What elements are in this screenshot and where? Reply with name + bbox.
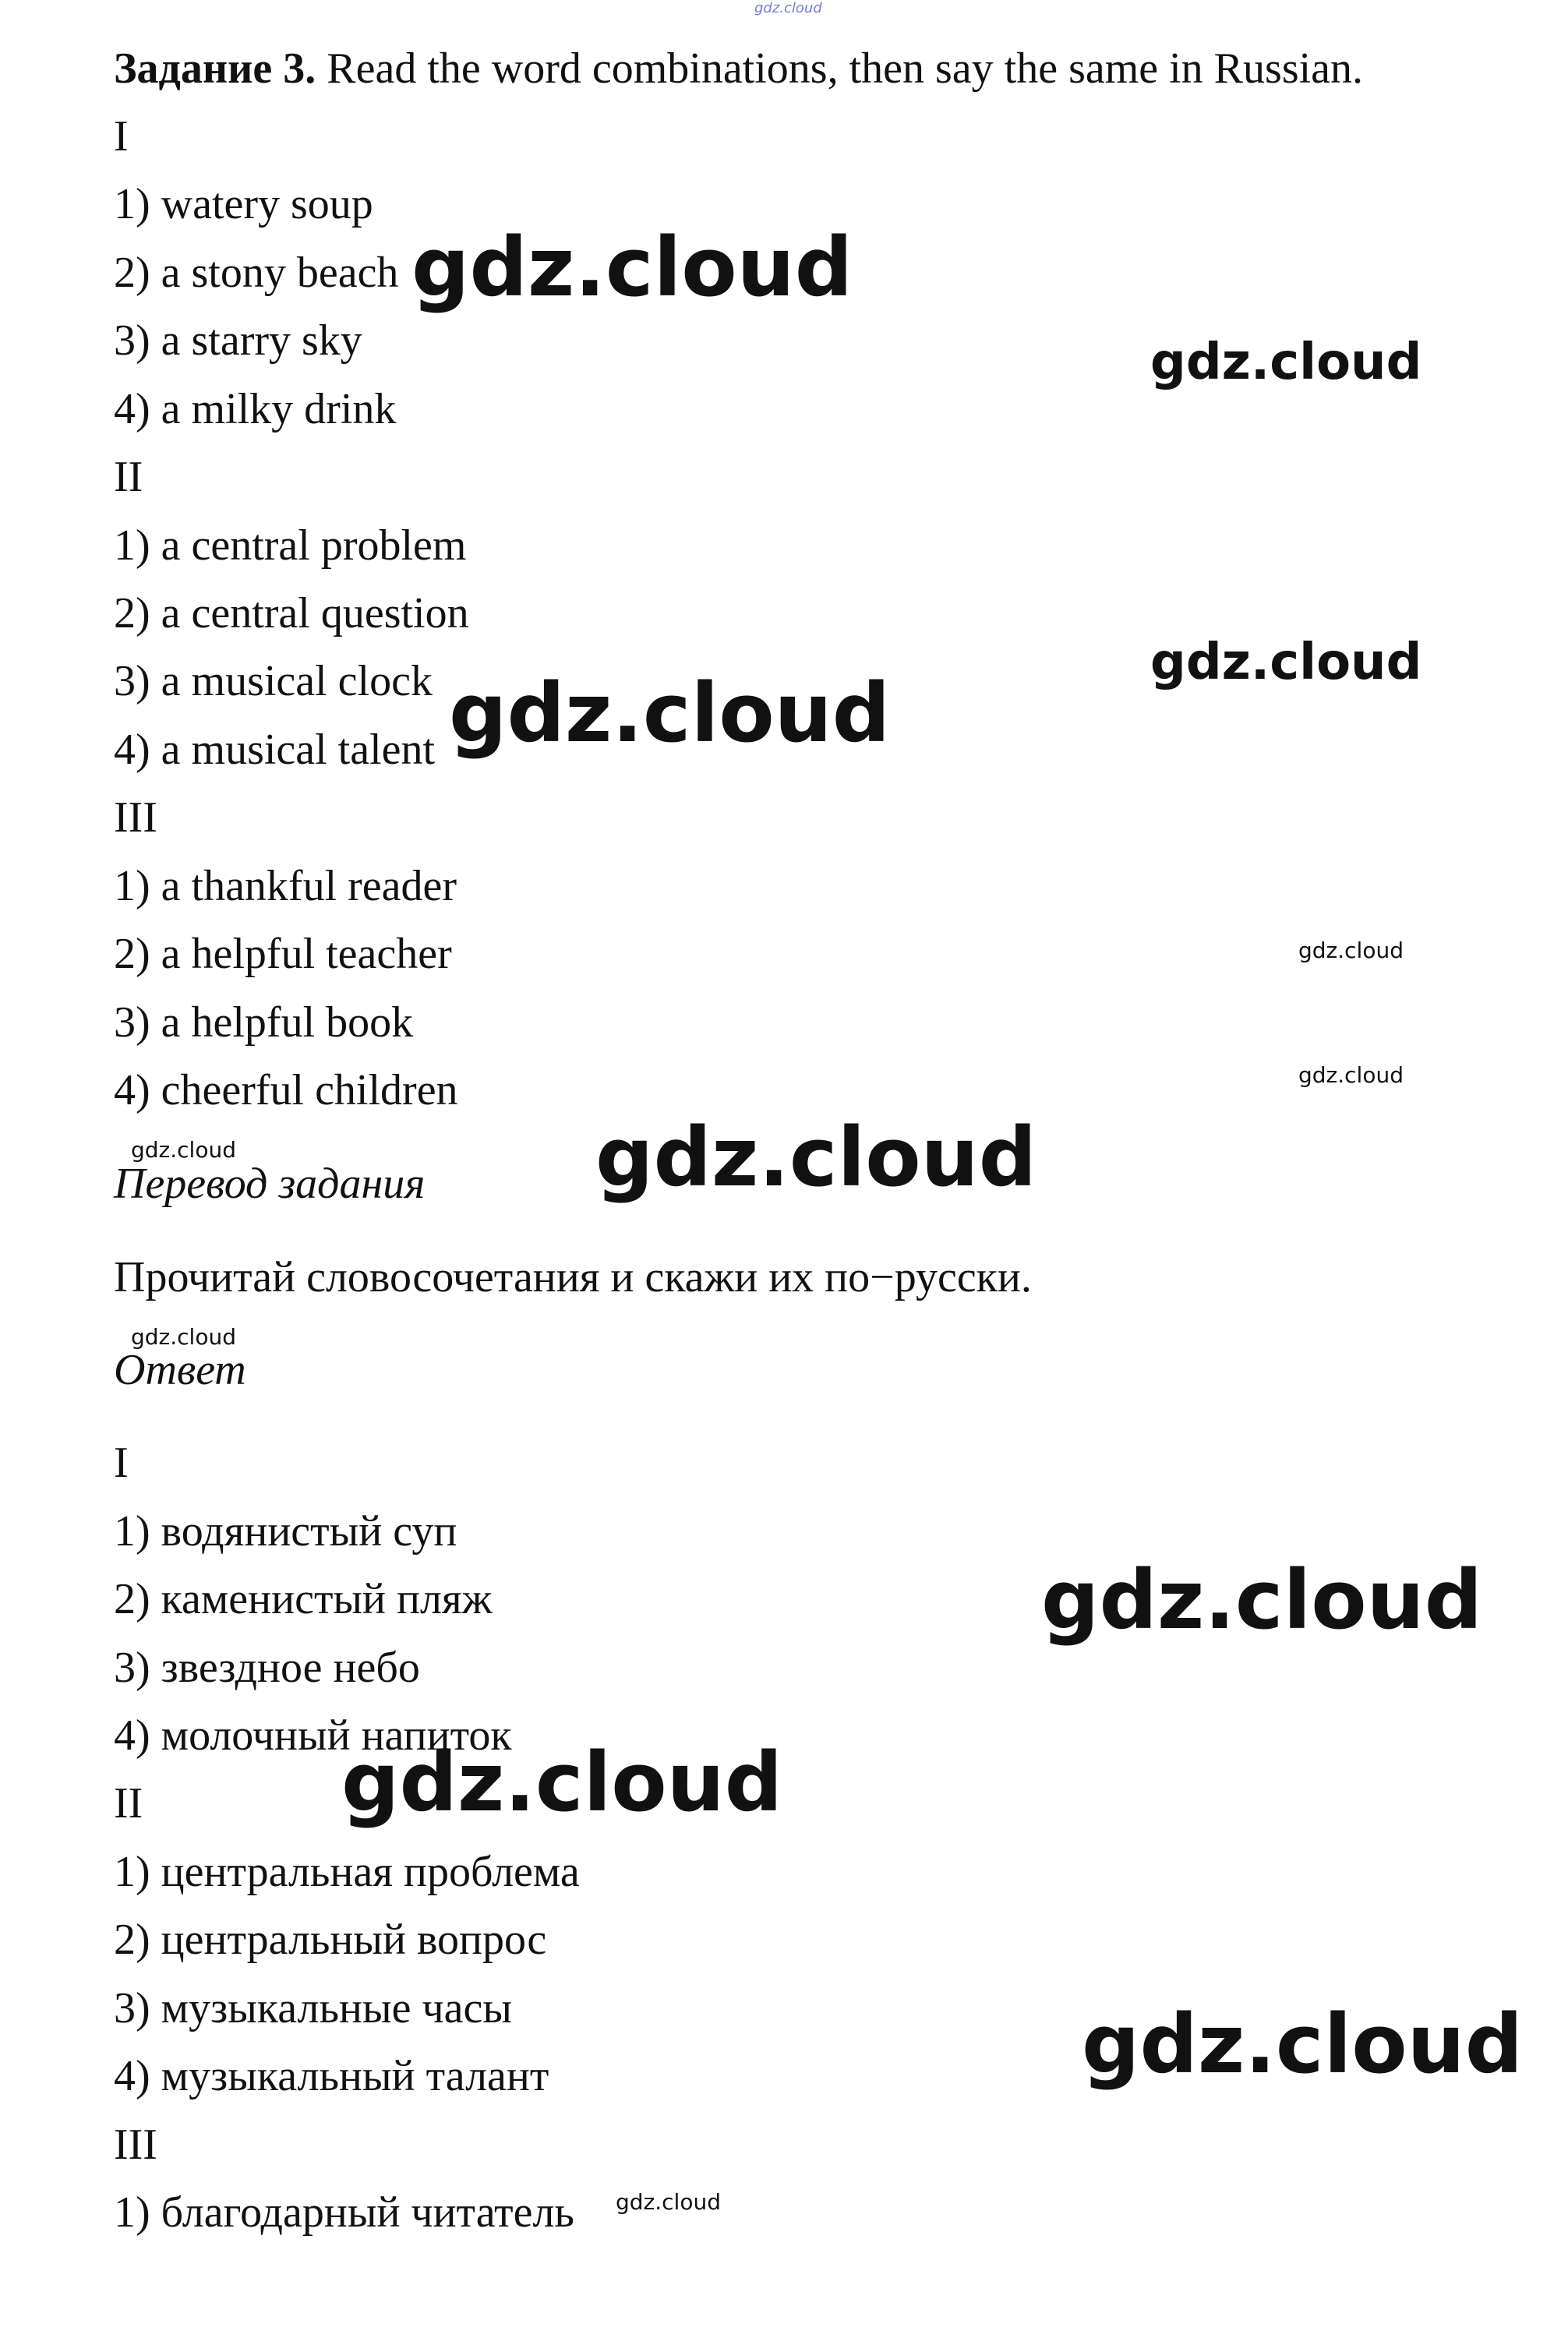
answer-list-item: 3) звездное небо [114,1644,420,1692]
watermark: gdz.cloud [131,1137,236,1163]
answer-list-item: 1) благодарный читатель [114,2188,574,2237]
english-list-item: 1) a central problem [114,521,467,570]
translation-title: Перевод задания [114,1160,426,1208]
english-group-numeral: III [114,793,157,842]
watermark: gdz.cloud [1298,1062,1404,1088]
watermark: gdz.cloud [616,2189,721,2215]
watermark: gdz.cloud [595,1110,1037,1205]
watermark: gdz.cloud [341,1735,783,1830]
english-group-numeral: I [114,112,129,161]
english-list-item: 1) a thankful reader [114,862,457,910]
task-label: Задание 3. [114,44,316,93]
answer-list-item: 4) музыкальный талант [114,2052,549,2100]
english-list-item: 3) a musical clock [114,657,433,705]
watermark: gdz.cloud [1150,334,1422,391]
english-list-item: 2) a helpful teacher [114,930,452,978]
english-list-item: 1) watery soup [114,180,373,228]
answer-list-item: 4) молочный напиток [114,1711,512,1760]
answer-title: Ответ [114,1346,246,1394]
answer-list-item: 2) каменистый пляж [114,1575,493,1623]
watermark: gdz.cloud [1298,938,1404,963]
english-list-item: 3) a helpful book [114,998,414,1047]
answer-list-item: 3) музыкальные часы [114,1984,512,2032]
task-heading [114,44,1363,94]
watermark: gdz.cloud [1041,1552,1483,1647]
english-group-numeral: II [114,453,143,501]
english-list-item: 2) a stony beach [114,249,399,297]
watermark: gdz.cloud [131,1324,236,1350]
answer-group-numeral: II [114,1779,143,1828]
answer-list-item: 1) водянистый суп [114,1507,457,1556]
watermark: gdz.cloud [411,220,853,315]
answer-list-item: 2) центральный вопрос [114,1916,547,1964]
translation-text: Прочитай словосочетания и скажи их по−русски. [114,1253,1032,1301]
top-watermark: gdz.cloud [754,0,822,16]
answer-group-numeral: I [114,1439,129,1487]
watermark: gdz.cloud [1082,1997,1524,2092]
english-list-item: 4) cheerful children [114,1066,458,1114]
watermark: gdz.cloud [1150,634,1422,691]
english-list-item: 3) a starry sky [114,316,362,365]
english-list-item: 2) a central question [114,589,469,637]
english-list-item: 4) a milky drink [114,385,397,433]
answer-list-item: 1) центральная проблема [114,1848,580,1896]
task-instruction: Read the word combinations, then say the same in Russian. [316,44,1364,93]
english-list-item: 4) a musical talent [114,726,436,774]
answer-group-numeral: III [114,2121,157,2169]
watermark: gdz.cloud [449,666,891,761]
